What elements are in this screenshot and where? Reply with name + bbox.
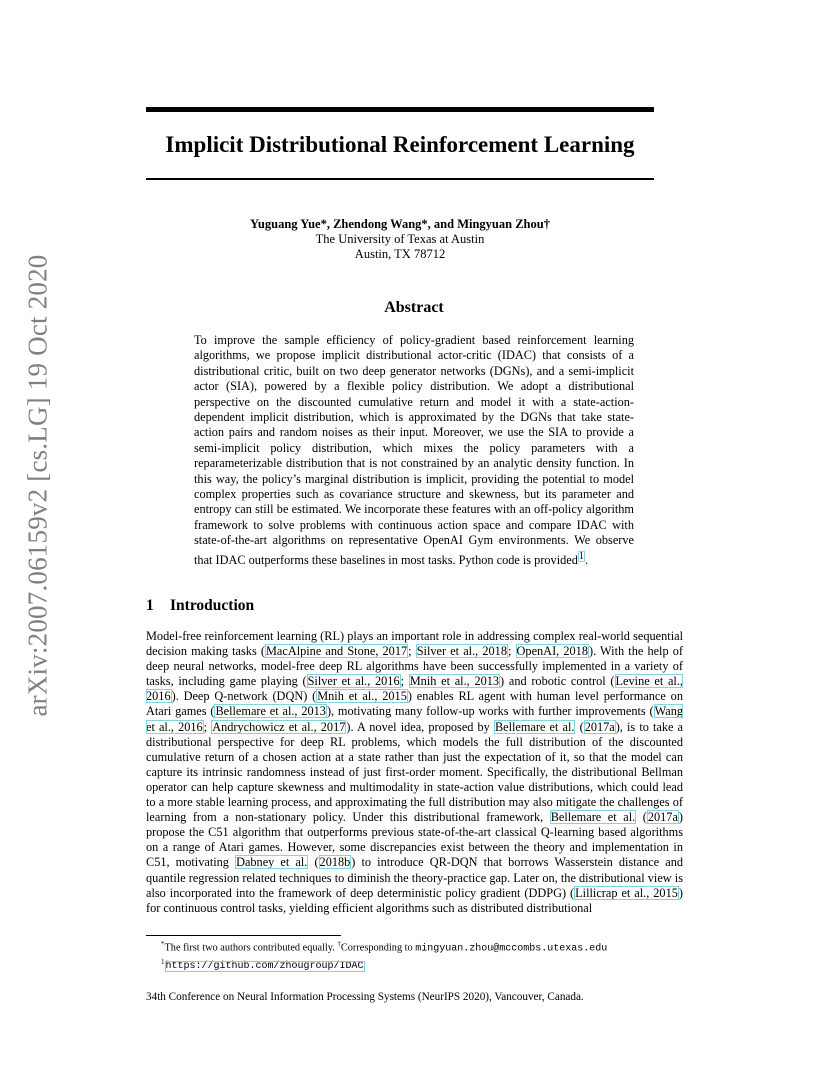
- intro-text: ) to introduce QR-DQN that borrows Wasserstein distance and quantile regression related techniques to diminish the theory-practice gap. Later on, the distributional view is also incorporated into the framework of deep deterministic policy gradient (DDPG) (: [146, 855, 684, 900]
- title-top-rule: [146, 107, 654, 112]
- paper-title: Implicit Distributional Reinforcement Learning: [165, 132, 635, 157]
- intro-text: ) enables RL agent with human level performance on Atari games (: [146, 689, 683, 719]
- intro-text: ;: [203, 719, 212, 734]
- intro-text: ;: [408, 644, 416, 659]
- citation-link[interactable]: Mnih et al., 2015: [317, 689, 407, 704]
- title-bottom-rule: [146, 178, 654, 180]
- section-title: Introduction: [170, 597, 255, 614]
- author-block: [146, 217, 654, 262]
- author-names: Yuguang Yue*, Zhendong Wang*, and Mingyuan Zhou†: [250, 217, 550, 231]
- intro-text: ). With the help of deep neural networks, model-free deep RL algorithms have been successfully implemented in a variety of tasks, including game playing (: [146, 644, 683, 689]
- citation-link[interactable]: 2017a: [584, 719, 615, 734]
- citation-link[interactable]: Andrychowicz et al., 2017: [212, 719, 346, 734]
- footnotes: [146, 938, 706, 974]
- footnote-1: *The first two authors contributed equally. †Corresponding to mingyuan.zhou@mccombs.utexas.edu: [161, 940, 608, 955]
- github-link[interactable]: https://github.com/zhougroup/IDAC: [165, 961, 364, 973]
- intro-text: (: [575, 719, 584, 734]
- affiliation: The University of Texas at Austin: [315, 232, 485, 246]
- intro-text: ), motivating many follow-up works with further improvements (: [326, 704, 654, 719]
- citation-link[interactable]: 2017a: [647, 810, 678, 825]
- introduction-paragraph: [146, 629, 683, 916]
- citation-link[interactable]: Lillicrap et al., 2015: [575, 885, 678, 900]
- footnote-link[interactable]: 1: [578, 550, 585, 562]
- section-heading: [146, 597, 254, 615]
- citation-link[interactable]: Levine et al., 2016: [146, 674, 684, 704]
- intro-text: ;: [507, 644, 516, 659]
- citation-link[interactable]: Bellemare et al.: [550, 810, 636, 825]
- abstract-text: To improve the sample efficiency of policy-gradient based reinforcement learning algorithms, we propose implicit distributional actor-critic (IDAC) that consists of a distributional critic, built on two deep generator networks (DGNs), and a semi-implicit actor (SIA), powered by a flexible policy distribution. We adopt a distributional perspective on the discounted cumulative return and model it with a state-action-dependent implicit distribution, which is approximated by the DGNs that take state-action pairs and random noises as their input. Moreover, we use the SIA to provide a semi-implicit policy distribution, which mixes the policy parameters with a reparameterizable distribution that is not constrained by an analytic density function. In this way, the policy’s marginal distribution is implicit, providing the potential to model complex properties such as covariance structure and skewness, but its parameter and entropy can still be estimated. We incorporate these features with an off-policy algorithm framework to solve problems with continuous action space and compare IDAC with state-of-the-art algorithms on representative OpenAI Gym environments. We observe that IDAC outperforms these baselines in most tasks. Python code is provided: [194, 333, 634, 567]
- section-number: 1: [146, 597, 154, 614]
- citation-link[interactable]: Silver et al., 2018: [416, 644, 507, 659]
- citation-link[interactable]: 2018b: [319, 855, 351, 870]
- citation-link[interactable]: Bellemare et al., 2013: [215, 704, 326, 719]
- abstract-body: [194, 333, 634, 568]
- intro-text: ). Deep Q-network (DQN) (: [171, 689, 317, 704]
- intro-text: (: [636, 810, 647, 825]
- citation-link[interactable]: MacAlpine and Stone, 2017: [265, 644, 408, 659]
- footnote-2: $^1$https://github.com/zhougroup/IDAC: [161, 957, 364, 973]
- intro-text: ). A novel idea, proposed by: [346, 719, 494, 734]
- address: Austin, TX 78712: [354, 247, 446, 261]
- intro-text: ) propose the C51 algorithm that outperforms previous state-of-the-art classical Q-learning based algorithms on a range of Atari games. However, some discrepancies exist between the theory and implementation in C51, motivating: [146, 810, 684, 870]
- abstract-end: .: [585, 552, 589, 567]
- citation-link[interactable]: OpenAI, 2018: [516, 644, 588, 659]
- arxiv-id: arXiv:2007.06159v2 [cs.LG] 19 Oct 2020: [22, 253, 53, 717]
- citation-link[interactable]: Bellemare et al.: [494, 719, 575, 734]
- arxiv-sidebar: [18, 253, 58, 717]
- intro-text: (: [308, 855, 319, 870]
- footnote-rule: [146, 935, 341, 936]
- citation-link[interactable]: Mnih et al., 2013: [409, 674, 500, 689]
- email-link[interactable]: mingyuan.zhou@mccombs.utexas.edu: [415, 943, 608, 955]
- intro-text: ) and robotic control (: [500, 674, 615, 689]
- conference-note: 34th Conference on Neural Information Processing Systems (NeurIPS 2020), Vancouver, Canada.: [146, 991, 584, 1003]
- abstract-heading: Abstract: [384, 299, 444, 316]
- intro-text: ;: [400, 674, 409, 689]
- intro-text: ) for continuous control tasks, yielding efficient algorithms such as distributed distributional: [146, 885, 683, 915]
- intro-text: Model-free reinforcement learning (RL) plays an important role in addressing complex real-world sequential decision making tasks (: [146, 629, 683, 659]
- citation-link[interactable]: Wang et al., 2016: [146, 704, 684, 734]
- intro-text: ), is to take a distributional perspective for deep RL problems, which models the full distribution of the discounted cumulative return of a chosen action at a state rather than just the expectation of it, so that the model can capture its intrinsic randomness instead of just first-order moment. Specifically, the distributional Bellman operator can help capture skewness and multimodality in state-action value distributions, which could lead to a more stable learning process, and approximating the full distribution may also mitigate the challenges of learning from a non-stationary policy. Under this distributional framework,: [146, 719, 684, 825]
- citation-link[interactable]: Dabney et al.: [236, 855, 308, 870]
- citation-link[interactable]: Silver et al., 2016: [307, 674, 400, 689]
